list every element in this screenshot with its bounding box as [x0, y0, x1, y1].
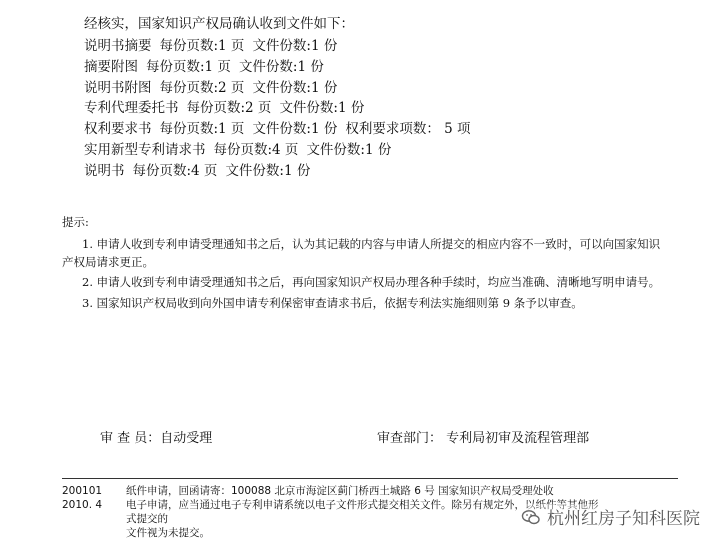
- intro-text: 经核实，国家知识产权局确认收到文件如下：: [84, 16, 354, 32]
- wechat-icon: [521, 507, 541, 527]
- document-pages: 每份页数:1 页: [146, 58, 231, 75]
- footer-divider: [62, 478, 678, 479]
- department-label: 审查部门： 专利局初审及流程管理部: [377, 431, 590, 446]
- claims-count: 权利要求项数： 5 项: [345, 121, 471, 138]
- note-item: 1. 申请人收到专利申请受理通知书之后，认为其记载的内容与申请人所提交的相应内容不一致时，可以向国家知识产权局请求更正。: [62, 237, 661, 269]
- document-item: [84, 119, 479, 140]
- note-item: 3. 国家知识产权局收到向外国申请专利保密审查请求书后，依据专利法实施细则第 9 条予以审查。: [82, 295, 583, 310]
- document-pages: 每份页数:2 页: [186, 100, 272, 117]
- electronic-filing-text-cont: 文件视为未提交。: [126, 527, 210, 539]
- form-code: 200101: [62, 485, 103, 497]
- document-copies: 文件份数:1 份: [279, 100, 365, 117]
- document-pages: 每份页数:4 页: [132, 162, 218, 179]
- document-pages: 每份页数:1 页: [159, 121, 245, 138]
- electronic-filing-text: 电子申请，应当通过电子专利申请系统以电子文件形式提交相关文件。除另有规定外，以纸件等其他形式提交的: [126, 499, 599, 525]
- footer-row: [62, 484, 606, 498]
- document-name: 权利要求书: [84, 121, 152, 138]
- document-pages: 每份页数:1 页: [159, 38, 245, 54]
- mail-address-text: 纸件申请，回函请寄：100088 北京市海淀区蓟门桥西土城路 6 号 国家知识产权局受理处收: [126, 485, 554, 497]
- document-pages: 每份页数:2 页: [159, 79, 245, 96]
- document-item: [84, 98, 479, 119]
- watermark-text: 杭州红房子知科医院: [547, 509, 700, 529]
- document-item: [84, 57, 479, 78]
- document-copies: 文件份数:1 份: [225, 162, 311, 179]
- document-item: [84, 161, 479, 182]
- document-pages: 每份页数:4 页: [213, 141, 299, 158]
- watermark: [521, 504, 700, 529]
- document-copies: 文件份数:1 份: [252, 79, 338, 96]
- document-copies: 文件份数:1 份: [238, 58, 324, 75]
- document-copies: 文件份数:1 份: [306, 141, 392, 158]
- received-documents-list: [84, 36, 479, 182]
- document-item: [84, 78, 479, 99]
- document-name: 说明书: [84, 162, 125, 179]
- document-name: 摘要附图: [84, 58, 138, 75]
- form-version: 2010. 4: [62, 499, 103, 511]
- document-item: [84, 140, 479, 161]
- document-item: [84, 36, 479, 57]
- note-item: 2. 申请人收到专利申请受理通知书之后，再向国家知识产权局办理各种手续时，均应当准确、清晰地写明申请号。: [82, 275, 661, 289]
- examiner-label: 审 查 员：自动受理: [100, 431, 213, 446]
- document-name: 实用新型专利请求书: [84, 141, 206, 158]
- document-name: 专利代理委托书: [84, 100, 179, 117]
- notes-list: [62, 236, 662, 315]
- document-copies: 文件份数:1 份: [252, 121, 338, 138]
- document-copies: 文件份数:1 份: [252, 38, 338, 54]
- document-name: 说明书摘要: [84, 38, 152, 54]
- notes-title: 提示:: [62, 215, 89, 229]
- document-name: 说明书附图: [84, 79, 152, 96]
